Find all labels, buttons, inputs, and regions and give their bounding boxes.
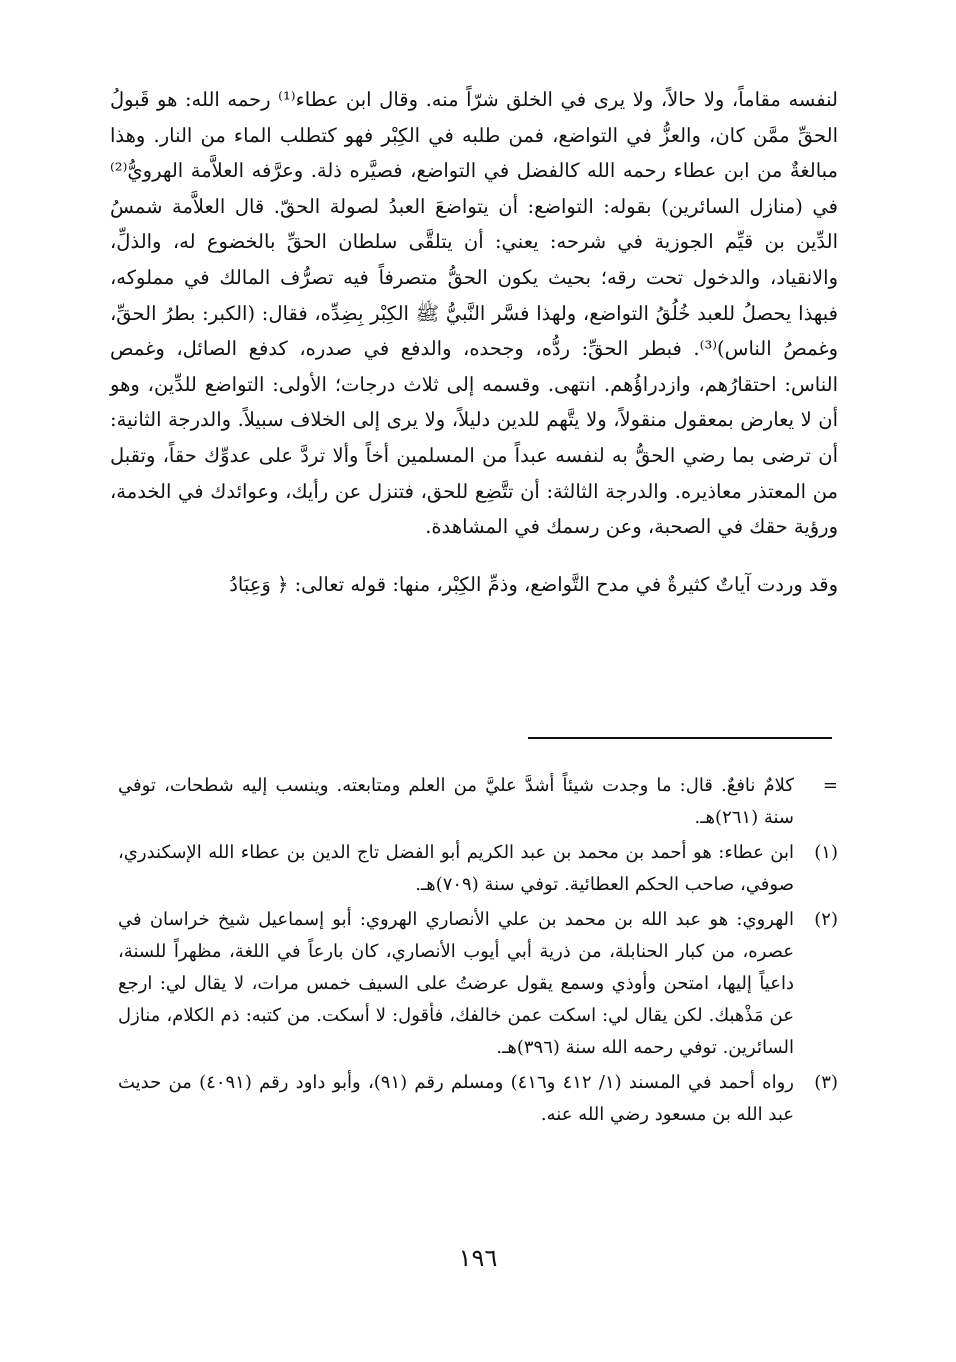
footnote-text: الهروي: هو عبد الله بن محمد بن علي الأنصاري الهروي: أبو إسماعيل شيخ خراسان في عصره، من كبار الحنابلة، من ذرية أبي أيوب الأنصاري، كان بارعاً في اللغة، مظهراً للسنة، داعياً إليها، امتحن وأوذي وسمع يقول عرضتُ على السيف خمس مرات، لا يقال لي: ارجع عن مَذْهبك. لكن يقال لي: اسكت عمن خالفك، فأقول: لا أسكت. من كتبه: ذم الكلام، منازل السائرين. توفي رحمه الله سنة (٣٩٦)هـ. — [118, 909, 794, 1058]
footnote-text: رواه أحمد في المسند (١/ ٤١٢ و٤١٦) ومسلم رقم (٩١)، وأبو داود رقم (٤٠٩١) من حديث عبد الله بن مسعود رضي الله عنه. — [118, 1072, 794, 1125]
footnote-text: ابن عطاء: هو أحمد بن محمد بن عبد الكريم أبو الفضل تاج الدين بن عطاء الله الإسكندري، صوفي، صاحب الحكم العطائية. توفي سنة (٧٠٩)هـ. — [118, 842, 794, 895]
verse-intro-line: وقد وردت آياتٌ كثيرةٌ في مدح التَّواضع، وذمِّ الكِبْر، منها: قوله تعالى: ﴿ وَعِبَادُ — [229, 572, 838, 596]
footnote-marker: (١) — [814, 842, 838, 863]
footnotes — [118, 770, 838, 1134]
footnote-continuation — [118, 770, 838, 834]
footnote-separator — [528, 737, 832, 739]
footnote-2 — [118, 904, 838, 1064]
footnote-1 — [118, 837, 838, 901]
main-paragraph: لنفسه مقاماً، ولا حالاً، ولا يرى في الخلق شرّاً منه. وقال ابن عطاء⁽¹⁾ رحمه الله: هو قَبولُ الحقِّ ممَّن كان، والعزُّ في التواضع، فمن طلبه في الكِبْر فهو كتطلب الماء من النار. وهذا مبالغةٌ من ابن عطاء رحمه الله كالفضل في التواضع، فصيَّره ذلة. وعرَّفه العلاَّمة الهرويُّ⁽²⁾ في (منازل السائرين) بقوله: التواضع: أن يتواضعَ العبدُ لصولة الحقّ. قال العلاَّمة شمسُ الدِّين بن قيِّم الجوزية في شرحه: يعني: أن يتلقَّى سلطان الحقِّ بالخضوع له، والذلِّ، والانقياد، والدخول تحت رقه؛ بحيث يكون الحقُّ متصرفاً فيه تصرُّف المالك في مملوكه، فبهذا يحصلُ للعبد خُلُقُ التواضع، ولهذا فسَّر النَّبيُّ ﷺ الكِبْر بِضِدِّه، فقال: (الكبر: بطرُ الحقِّ، وغمصُ الناس)⁽³⁾. فبطر الحقِّ: ردُّه، وجحده، والدفع في صدره، كدفع الصائل، وغمص الناس: احتقارُهم، وازدراؤُهم. انتهى. وقسمه إلى ثلاث درجات؛ الأولى: التواضع للدِّين، وهو أن لا يعارض بمعقول منقولاً، ولا يتَّهم للدين دليلاً، ولا يرى إلى الخلاف سبيلاً. والدرجة الثانية: أن ترضى بما رضي الحقُّ به لنفسه عبداً من المسلمين أخاً وألا تردَّ على عدوِّك حقاً، وتقبل من المعتذر معاذيره. والدرجة الثالثة: أن تتَّضِع للحق، فتنزل عن رأيك، وعوائدك في الخدمة، ورؤية حقك في الصحبة، وعن رسمك في المشاهدة. — [110, 88, 838, 539]
footnote-3 — [118, 1067, 838, 1131]
footnote-marker: (٢) — [814, 909, 838, 930]
footnote-marker: (٣) — [814, 1072, 838, 1093]
page-number: ١٩٦ — [458, 1244, 498, 1272]
footnote-marker: = — [822, 775, 838, 796]
main-body — [110, 82, 838, 602]
footnote-text: كلامٌ نافعٌ. قال: ما وجدت شيئاً أشدَّ عليَّ من العلم ومتابعته. وينسب إليه شطحات، توفي سنة (٢٦١)هـ. — [118, 775, 794, 828]
